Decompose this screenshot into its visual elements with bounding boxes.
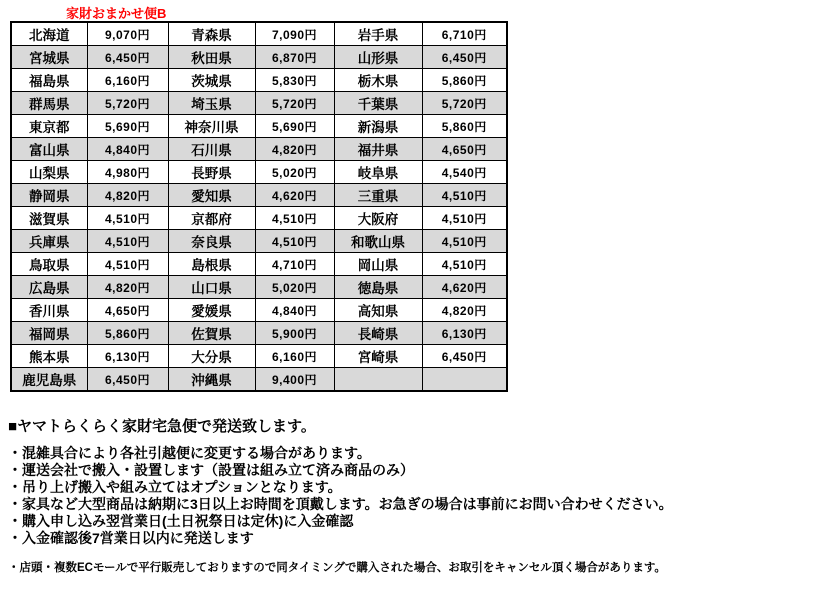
prefecture-cell: 神奈川県 [168,115,255,138]
prefecture-cell: 福井県 [334,138,422,161]
prefecture-cell: 高知県 [334,299,422,322]
prefecture-cell: 静岡県 [11,184,87,207]
price-cell: 4,840円 [87,138,168,161]
price-cell: 6,450円 [87,46,168,69]
prefecture-cell: 新潟県 [334,115,422,138]
prefecture-cell: 鳥取県 [11,253,87,276]
prefecture-cell: 山形県 [334,46,422,69]
table-row [11,161,507,184]
price-cell: 4,710円 [255,253,334,276]
price-cell: 4,510円 [422,253,507,276]
price-cell [422,368,507,392]
notes-bullet-list [8,445,818,547]
note-line: ・入金確認後7営業日以内に発送します [8,530,254,546]
price-cell: 6,870円 [255,46,334,69]
prefecture-cell: 大阪府 [334,207,422,230]
price-cell: 4,540円 [422,161,507,184]
price-cell: 5,020円 [255,276,334,299]
prefecture-cell: 岩手県 [334,22,422,46]
price-cell: 7,090円 [255,22,334,46]
price-cell: 4,650円 [422,138,507,161]
price-cell: 5,860円 [422,115,507,138]
price-cell: 5,900円 [255,322,334,345]
price-cell: 4,510円 [87,230,168,253]
table-row [11,46,507,69]
prefecture-cell: 三重県 [334,184,422,207]
prefecture-cell: 群馬県 [11,92,87,115]
notes-section [8,415,818,575]
prefecture-cell: 島根県 [168,253,255,276]
shipping-fee-table [10,21,508,392]
table-row [11,253,507,276]
prefecture-cell: 愛媛県 [168,299,255,322]
prefecture-cell: 岡山県 [334,253,422,276]
price-cell: 5,860円 [87,322,168,345]
note-line: ・吊り上げ搬入や組み立てはオプションとなります。 [8,479,342,495]
price-cell: 6,710円 [422,22,507,46]
price-cell: 4,650円 [87,299,168,322]
price-cell: 4,510円 [255,230,334,253]
table-row [11,299,507,322]
table-row [11,230,507,253]
prefecture-cell: 京都府 [168,207,255,230]
prefecture-cell: 鹿児島県 [11,368,87,392]
prefecture-cell: 岐阜県 [334,161,422,184]
prefecture-cell: 長野県 [168,161,255,184]
small-note: ・店頭・複数ECモールで平行販売しておりますので同タイミングで購入された場合、お取引をキャンセル頂く場合があります。 [8,562,666,574]
table-row [11,92,507,115]
table-row [11,115,507,138]
notes-heading: ■ヤマトらくらく家財宅急便で発送致します。 [8,418,316,435]
table-row [11,22,507,46]
prefecture-cell: 山梨県 [11,161,87,184]
price-cell: 6,130円 [87,345,168,368]
price-cell: 5,720円 [422,92,507,115]
price-cell: 4,980円 [87,161,168,184]
prefecture-cell: 山口県 [168,276,255,299]
price-cell: 4,510円 [422,184,507,207]
price-cell: 4,820円 [422,299,507,322]
prefecture-cell: 徳島県 [334,276,422,299]
table-row [11,138,507,161]
prefecture-cell: 和歌山県 [334,230,422,253]
prefecture-cell: 滋賀県 [11,207,87,230]
prefecture-cell: 愛知県 [168,184,255,207]
note-line: ・購入申し込み翌営業日(土日祝祭日は定休)に入金確認 [8,513,354,529]
price-cell: 6,450円 [422,345,507,368]
price-cell: 9,070円 [87,22,168,46]
price-cell: 6,450円 [87,368,168,392]
prefecture-cell [334,368,422,392]
table-row [11,207,507,230]
price-cell: 4,820円 [255,138,334,161]
price-cell: 6,450円 [422,46,507,69]
prefecture-cell: 長崎県 [334,322,422,345]
price-cell: 5,860円 [422,69,507,92]
price-cell: 4,820円 [87,276,168,299]
price-cell: 5,690円 [87,115,168,138]
note-line: ・運送会社で搬入・設置します（設置は組み立て済み商品のみ） [8,462,414,478]
price-cell: 5,720円 [87,92,168,115]
price-cell: 5,020円 [255,161,334,184]
page-title: 家財おまかせ便B [66,6,167,21]
price-cell: 5,720円 [255,92,334,115]
table-row [11,368,507,392]
prefecture-cell: 石川県 [168,138,255,161]
prefecture-cell: 北海道 [11,22,87,46]
prefecture-cell: 千葉県 [334,92,422,115]
price-cell: 6,160円 [255,345,334,368]
note-line: ・混雑具合により各社引越便に変更する場合があります。 [8,445,371,461]
table-row [11,322,507,345]
prefecture-cell: 宮城県 [11,46,87,69]
prefecture-cell: 富山県 [11,138,87,161]
note-line: ・家具など大型商品は納期に3日以上お時間を頂戴します。お急ぎの場合は事前にお問い合わせください。 [8,496,673,512]
table-row [11,184,507,207]
prefecture-cell: 香川県 [11,299,87,322]
prefecture-cell: 兵庫県 [11,230,87,253]
price-cell: 4,840円 [255,299,334,322]
prefecture-cell: 奈良県 [168,230,255,253]
prefecture-cell: 熊本県 [11,345,87,368]
price-cell: 4,510円 [422,207,507,230]
prefecture-cell: 沖縄県 [168,368,255,392]
price-cell: 4,510円 [87,207,168,230]
prefecture-cell: 福島県 [11,69,87,92]
price-cell: 5,830円 [255,69,334,92]
prefecture-cell: 栃木県 [334,69,422,92]
prefecture-cell: 秋田県 [168,46,255,69]
prefecture-cell: 広島県 [11,276,87,299]
price-cell: 4,620円 [422,276,507,299]
prefecture-cell: 青森県 [168,22,255,46]
price-cell: 4,510円 [422,230,507,253]
prefecture-cell: 大分県 [168,345,255,368]
prefecture-cell: 佐賀県 [168,322,255,345]
price-cell: 6,160円 [87,69,168,92]
table-row [11,69,507,92]
prefecture-cell: 福岡県 [11,322,87,345]
price-cell: 9,400円 [255,368,334,392]
prefecture-cell: 茨城県 [168,69,255,92]
prefecture-cell: 宮崎県 [334,345,422,368]
price-cell: 5,690円 [255,115,334,138]
price-cell: 4,510円 [87,253,168,276]
price-cell: 6,130円 [422,322,507,345]
price-cell: 4,620円 [255,184,334,207]
price-cell: 4,820円 [87,184,168,207]
table-row [11,276,507,299]
fee-table-body [11,22,507,391]
table-row [11,345,507,368]
prefecture-cell: 埼玉県 [168,92,255,115]
prefecture-cell: 東京都 [11,115,87,138]
price-cell: 4,510円 [255,207,334,230]
